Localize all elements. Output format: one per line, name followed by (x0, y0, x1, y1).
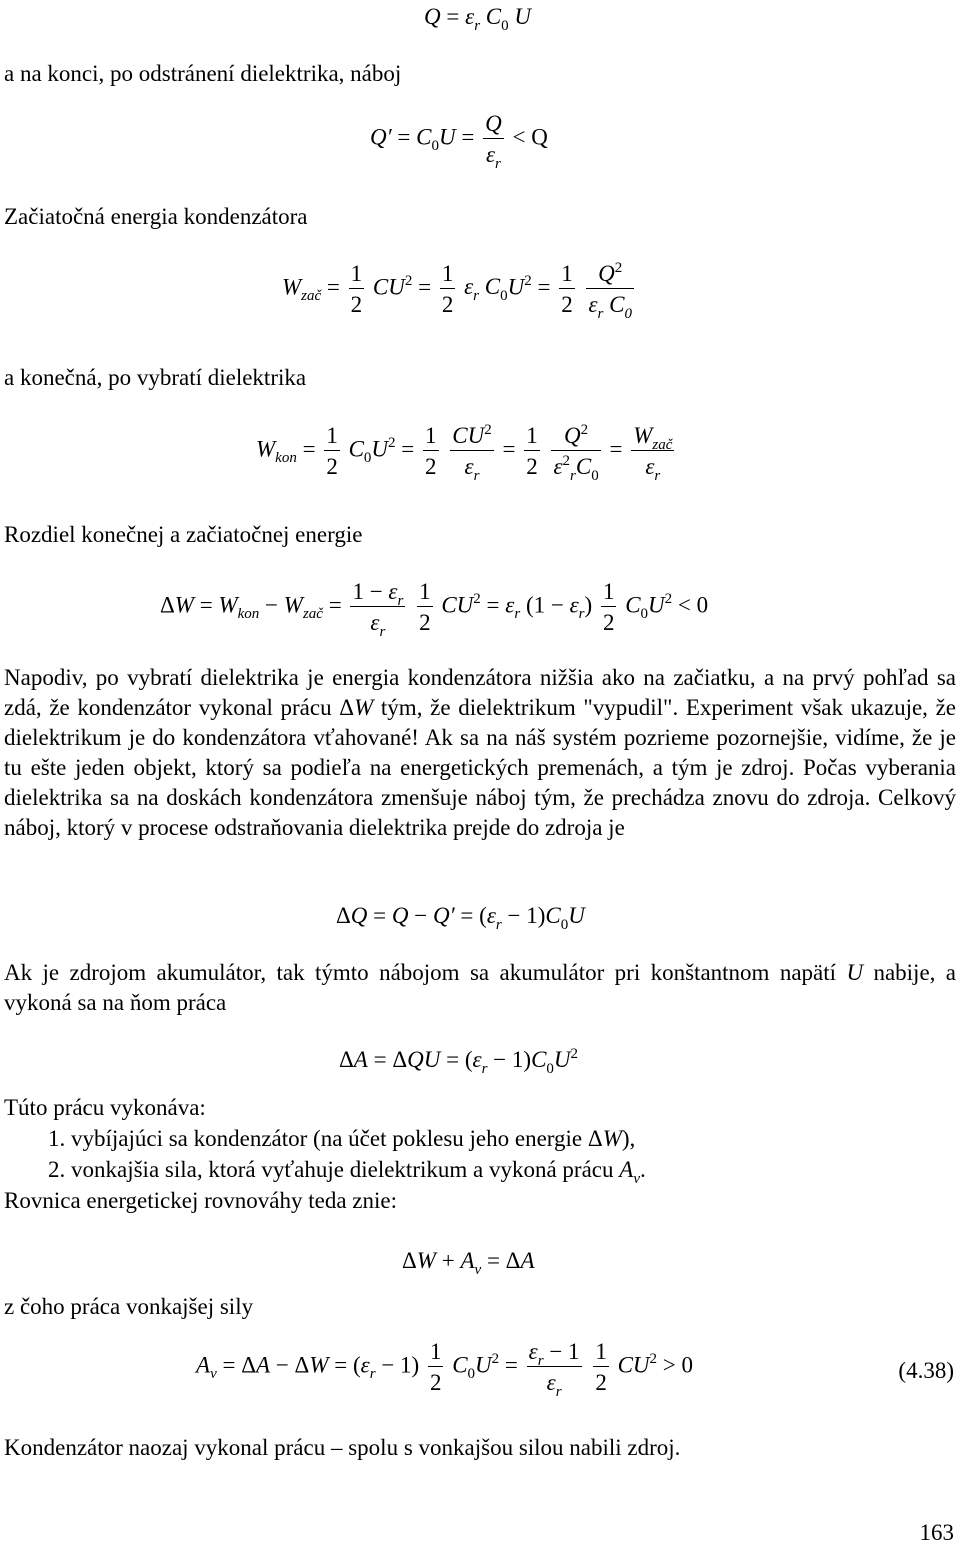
equation-final-energy: $W_{kon}$ = $\frac{1}{2}$ $C_0U^2$ = $\frac{1}{2}$ $\frac{CU^2}{\varepsilon_r}$ = $\frac{1}{2}$ $\frac{Q^2}{\varepsilon^2_rC_0}$ = $\frac{W_{zač}}{\varepsilon_r}$ (256, 422, 673, 484)
equation-charge-initial: $Q = \varepsilon_r$ $C_0$ U (424, 4, 531, 34)
paragraph-battery: Ak je zdrojom akumulátor, tak týmto nábojom sa akumulátor pri konštantnom napätí U nabije, a vykoná sa na ňom práca (4, 960, 957, 1015)
text-line: Začiatočná energia kondenzátora (4, 204, 308, 229)
list-item: 1. vybíjajúci sa kondenzátor (na účet poklesu jeho energie ΔW), (48, 1126, 636, 1151)
equation-charge-transfer: $\Delta Q = Q - Q' = (\varepsilon_r - 1)C_0U$ (336, 903, 585, 933)
equation-initial-energy: $W_{zač}$ = $\frac{1}{2}$ $CU^2$ = $\frac{1}{2}$ $\varepsilon_r$ $C_0U^2$ = $\frac{1}{2}$ $\frac{Q^2}{\varepsilon_r C_0}$ (282, 260, 632, 322)
equation-number: (4.38) (898, 1358, 954, 1383)
equation-battery-work: $\Delta A = \Delta QU = (\varepsilon_r - 1)C_0U^2$ (339, 1046, 579, 1077)
equation-energy-balance: $\Delta W + A_v = \Delta A$ (402, 1248, 535, 1278)
paragraph-explanation: Napodiv, po vybratí dielektrika je energia kondenzátora nižšia ako na začiatku, a na prvý pohľad sa zdá, že kondenzátor vykonal prácu ΔW tým, že dielektrikum "vypudil". Experiment však ukazuje, že dielektrikum je do kondenzátora vťahované! Ak sa na náš systém pozrieme pozornejšie, vidíme, že je tu ešte jeden objekt, ktorý sa podieľa na energetických premenách, a tým je zdroj. Počas vyberania dielektrika sa na doskách kondenzátora zmenšuje náboj tým, že prechádza znovu do zdroja. Celkový náboj, ktorý v procese odstraňovania dielektrika prejde do zdroja je (4, 665, 957, 840)
text-line: Rovnica energetickej rovnováhy teda znie: (4, 1188, 397, 1213)
text-line: Túto prácu vykonáva: (4, 1095, 206, 1120)
text-line: Rozdiel konečnej a začiatočnej energie (4, 522, 363, 547)
text-line: z čoho práca vonkajšej sily (4, 1294, 254, 1319)
equation-charge-final: $Q' = C_0U$ = $\frac{Q}{\varepsilon_r}$ < Q (370, 111, 548, 172)
list-item: 2. vonkajšia sila, ktorá vyťahuje dielektrikum a vykoná prácu $A_v$. (48, 1157, 646, 1187)
equation-external-work: $A_v = \Delta A - \Delta W = (\varepsilon_r - 1)$ $\frac{1}{2}$ $C_0U^2$ = $\frac{\varepsilon_r - 1}{\varepsilon_r}$ $\frac{1}{2}$ $CU^2 > 0$ (196, 1339, 693, 1400)
text-line: a na konci, po odstránení dielektrika, náboj (4, 61, 402, 86)
text-line: a konečná, po vybratí dielektrika (4, 365, 307, 390)
page-number: 163 (919, 1520, 954, 1545)
equation-energy-difference: $\Delta W = W_{kon} - W_{zač}$ = $\frac{1 - \varepsilon_r}{\varepsilon_r}$ $\frac{1}{2}$ $CU^2 = \varepsilon_r$ $(1 - \varepsilon_r)$ $\frac{1}{2}$ $C_0U^2 < 0$ (160, 579, 709, 640)
text-line: Kondenzátor naozaj vykonal prácu – spolu s vonkajšou silou nabili zdroj. (4, 1435, 681, 1460)
